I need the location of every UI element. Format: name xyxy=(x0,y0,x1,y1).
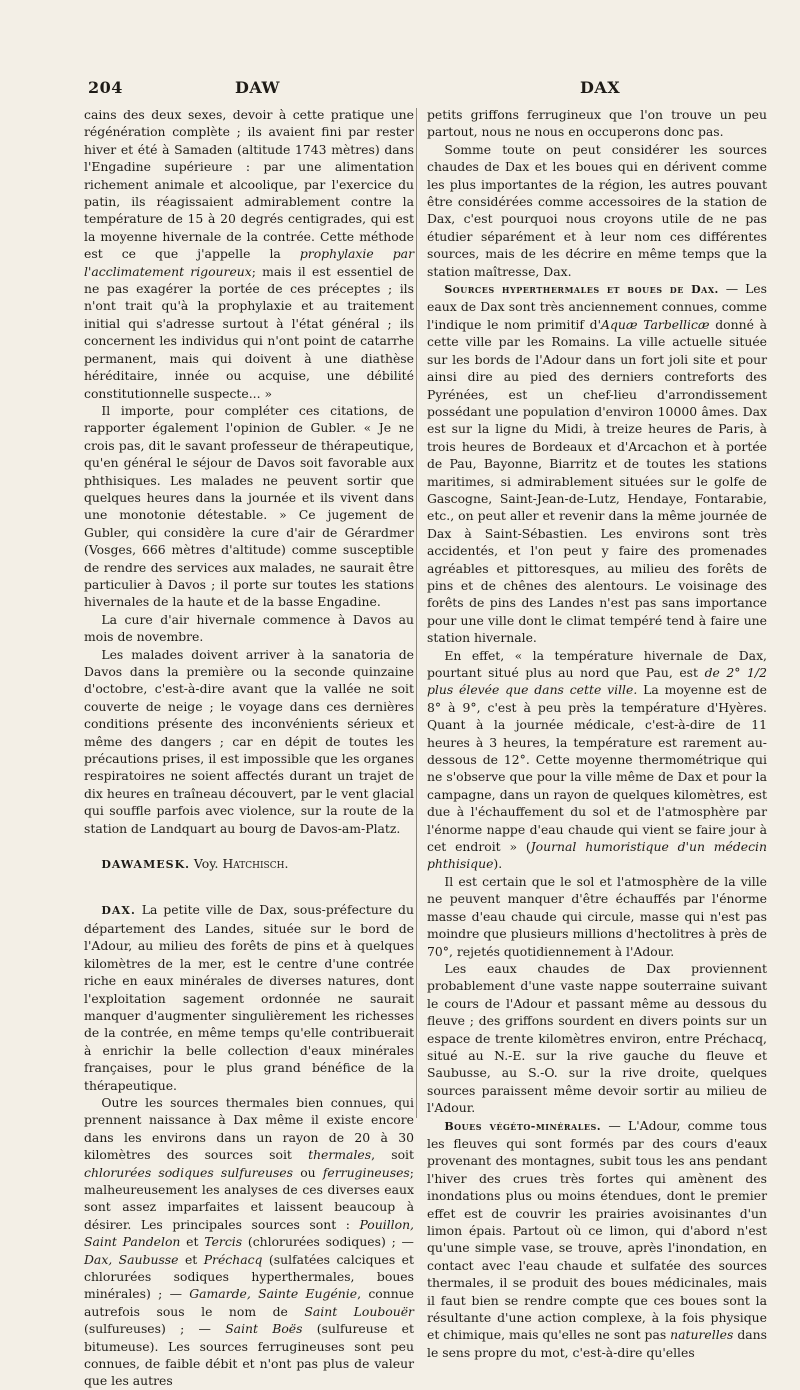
left-column xyxy=(84,106,414,1390)
paragraph: petits griffons ferrugineux que l'on trouve un peu partout, nous ne nous en occuperons donc pas. xyxy=(427,107,767,140)
paragraph: En effet, « la température hivernale de Dax, pourtant situé plus au nord que Pau, est de 2° 1/2 plus élevée que dans cette ville. La moyenne est de 8° à 9°, c'est à peu près la température d'Hyères. Quant à la journée médicale, c'est-à-dire de 11 heures à 3 heures, la température est rarement au-dessous de 12°. Cette moyenne thermométrique qui ne s'observe que pour la ville même de Dax et pour la campagne, dans un rayon de quelques kilomètres, est due à l'échauffement du sol et de l'atmosphère par l'énorme nappe d'eau chaude qui vient se faire jour à cet endroit » (Journal humoristique d'un médecin phthisique). xyxy=(427,647,767,872)
headword: DAWAMESK. xyxy=(101,858,190,872)
paragraph: Les malades doivent arriver à la sanatoria de Davos dans la première ou la seconde quinzaine d'octobre, c'est-à-dire avant que la vallée ne soit couverte de neige ; le voyage dans ces dernières conditions présente des inconvénients sérieux et même des dangers ; car en dépit de toutes les précautions prises, il est impossible que les organes respiratoires ne soient affectés durant un trajet de dix heures en traîneau découvert, par le vent glacial qui souffle parfois avec violence, sur la route de la station de Landquart au bourg de Davos-am-Platz. xyxy=(84,646,414,836)
column-divider xyxy=(416,108,417,1118)
paragraph: Boues végéto-minérales. — L'Adour, comme tous les fleuves qui sont formés par des cours d'eaux provenant des montagnes, subit tous les ans pendant l'hiver des crues très fortes qui amènent des inondations plus ou moins étendues, dont le premier effet est de couvrir les prairies avoisinantes d'un limon épais. Partout où ce limon, qui d'abord n'est qu'une simple vase, se trouve, après l'inondation, en contact avec l'eau chaude et sulfatée des sources thermales, il se produit des boues médicinales, mais il faut bien se rendre compte que ces boues sont la résultante d'une action complexe, à la fois physique et chimique, mais qu'elles ne sont pas naturelles dans le sens propre du mot, c'est-à-dire qu'elles xyxy=(427,1117,767,1360)
paragraph: cains des deux sexes, devoir à cette pratique une régénération complète ; ils avaient fini par rester hiver et été à Samaden (altitude 1743 mètres) dans l'Engadine supérieure : par une alimentation richement animale et alcoolique, par l'exercice du patin, ils réagissaient admirablement contre la température de 15 à 20 degrés centigrades, qui est la moyenne hivernale de la contrée. Cette méthode est ce que j'appelle la prophylaxie par l'acclimatement rigoureux; mais il est essentiel de ne pas exagérer la portée de ces préceptes ; ils n'ont trait qu'à la prophylaxie et au traitement initial qui s'adresse surtout à l'état général ; ils concernent les individus qui n'ont point de catarrhe permanent, mais qui doivent à une diathèse héréditaire, innée ou acquise, une débilité constitutionnelle suspecte... » xyxy=(84,107,414,401)
paragraph: La cure d'air hivernale commence à Davos au mois de novembre. xyxy=(84,611,414,645)
headword: DAX. xyxy=(101,904,136,918)
running-head-left: DAW xyxy=(235,78,280,97)
paragraph: Les eaux chaudes de Dax proviennent probablement d'une vaste nappe souterraine suivant le cours de l'Adour et passant même au dessous du fleuve ; des griffons sourdent en divers points sur un espace de trente kilomètres environ, entre Préchacq, situé au N.-E. sur la rive gauche du fleuve et Saubusse, au S.-O. sur la rive droite, quelques sources paraissent même devoir sortir au milieu de l'Adour. xyxy=(427,960,767,1116)
section-heading: Sources hyperthermales et boues de Dax. xyxy=(444,283,719,297)
paragraph: Somme toute on peut considérer les sources chaudes de Dax et les boues qui en dérivent comme les plus importantes de la région, les autres pouvant être considérées comme accessoires de la station de Dax, c'est pourquoi nous croyons utile de ne pas étudier séparément et à leur nom ces différentes sources, mais de les décrire en même temps que la station maîtresse, Dax. xyxy=(427,141,767,279)
entry-dawamesk: DAWAMESK. Voy. Hatchisch. xyxy=(101,856,289,872)
right-column xyxy=(427,106,767,1361)
running-head-right: DAX xyxy=(580,78,621,97)
cross-reference: Hatchisch. xyxy=(222,856,289,872)
paragraph: Il importe, pour compléter ces citations, de rapporter également l'opinion de Gubler. « Je ne crois pas, dit le savant professeur de thérapeutique, qu'en général le séjour de Davos soit favorable aux phthisiques. Les malades ne peuvent sortir que quelques heures dans la journée et ils vivent dans une monotonie détestable. » Ce jugement de Gubler, qui considère la cure d'air de Gérardmer (Vosges, 666 mètres d'altitude) comme susceptible de rendre des services aux malades, ne saurait être particulier à Davos ; il porte sur toutes les stations hivernales de la haute et de la basse Engadine. xyxy=(84,402,414,610)
paragraph: Outre les sources thermales bien connues, qui prennent naissance à Dax même il existe encore dans les environs dans un rayon de 20 à 30 kilomètres des sources soit thermales, soit chlorurées sodiques sulfureuses ou ferrugineuses; malheureusement les analyses de ces diverses eaux sont assez imparfaites et laissent beaucoup à désirer. Les principales sources sont : Pouillon, Saint Pandelon et Tercis (chlorurées sodiques) ; — Dax, Saubusse et Préchacq (sulfatées calciques et chlorurées sodiques hyperthermales, boues minérales) ; — Gamarde, Sainte Eugénie, connue autrefois sous le nom de Saint Loubouër (sulfureuses) ; — Saint Boës (sulfureuse et bitumeuse). Les sources ferrugineuses sont peu connues, de faible débit et n'ont pas plus de valeur que les autres xyxy=(84,1094,415,1389)
section-heading: Boues végéto-minérales. xyxy=(444,1119,602,1133)
paragraph: Sources hyperthermales et boues de Dax. — Les eaux de Dax sont très anciennement connues, comme l'indique le nom primitif d'Aquæ Tarbellicæ donné à cette ville par les Romains. La ville actuelle située sur les bords de l'Adour dans un fort joli site et pour ainsi dire au pied des derniers contreforts des Pyrénées, est un chef-lieu d'arrondissement possédant une population d'environ 10000 âmes. Dax est sur la ligne du Midi, à treize heures de Paris, à trois heures de Bordeaux et d'Arcachon et à portée de Pau, Bayonne, Biarritz et de toutes les stations maritimes, si admirablement situées sur le golfe de Gascogne, Saint-Jean-de-Lutz, Hendaye, Fontarabie, etc., on peut aller et revenir dans la même journée de Dax à Saint-Sébastien. Les environs sont très accidentés, et l'on peut y faire des promenades agréables et pittoresques, au milieu des forêts de pins et de chênes des alentours. Le voisinage des forêts de pins des Landes n'est pas sans importance pour une ville dont le climat tempéré tend à faire une station hivernale. xyxy=(427,281,767,646)
entry-dax: DAX. La petite ville de Dax, sous-préfecture du département des Landes, située sur le bord de l'Adour, au milieu des forêts de pins et à quelques kilomètres de la mer, est le centre d'une contrée riche en eaux minérales de diverses natures, dont l'exploitation sagement ordonnée ne saurait manquer d'augmenter singulièrement les richesses de la contrée, en même temps qu'elle contribuerait à enrichir la belle collection d'eaux minérales françaises, pour le plus grand bénéfice de la thérapeutique. xyxy=(84,902,414,1093)
paragraph: Il est certain que le sol et l'atmosphère de la ville ne peuvent manquer d'être échauffés par l'énorme masse d'eau chaude qui circule, masse qui n'est pas moindre que plusieurs millions d'hectolitres à près de 70°, rejetés quotidiennement à l'Adour. xyxy=(427,873,767,959)
page-number: 204 xyxy=(88,78,123,97)
